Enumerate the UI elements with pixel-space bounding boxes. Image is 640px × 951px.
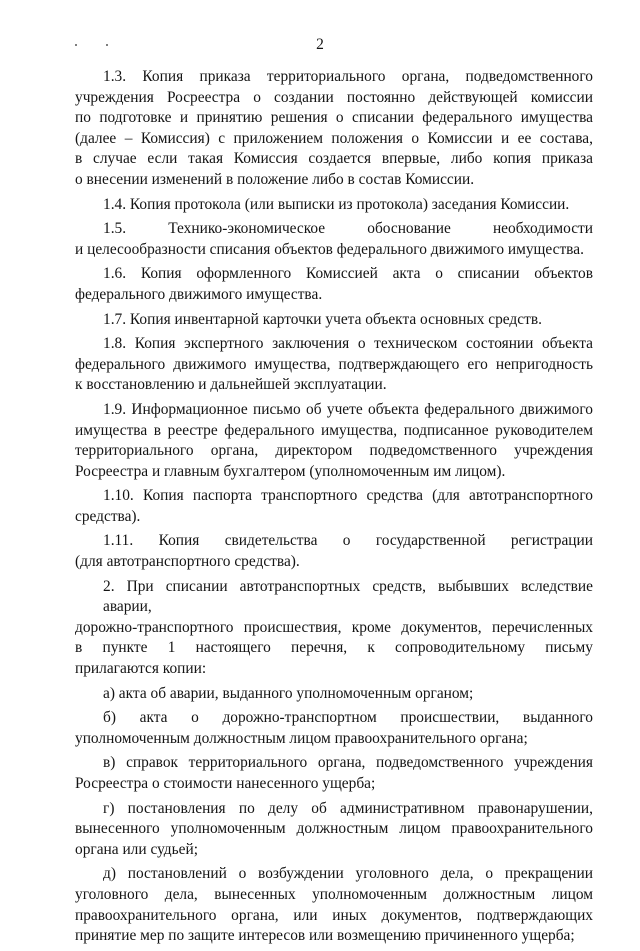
text-line: 1.7. Копия инвентарной карточки учета объекта основных средств. <box>103 310 542 328</box>
text-line: (далее – Комиссия) с приложением положения о Комиссии и ее состава, <box>75 129 593 147</box>
paragraph <box>75 864 593 946</box>
paragraph <box>75 67 593 191</box>
text-line: 1.10. Копия паспорта транспортного средства (для автотранспортного <box>103 487 593 505</box>
text-line: Росреестра о стоимости нанесенного ущерба; <box>75 775 376 792</box>
text-line: 1.8. Копия экспертного заключения о техническом состоянии объекта <box>103 335 593 353</box>
paragraph <box>75 400 593 482</box>
text-line: и целесообразности списания объектов федерального движимого имущества. <box>75 240 584 258</box>
text-line: органа или судьей; <box>75 840 198 858</box>
text-line: прилагаются копии: <box>75 660 207 678</box>
text-line: в случае если такая Комиссия создается впервые, либо копия приказа <box>75 150 593 168</box>
text-line: территориального органа, директором подведомственного учреждения <box>75 442 593 460</box>
text-line: г) постановления по делу об административном правонарушении, <box>103 799 593 817</box>
text-line: Росреестра и главным бухгалтером (уполномоченным им лицом). <box>75 462 506 480</box>
text-line: 2. При списании автотранспортных средств, выбывших вследствие аварии, <box>103 577 593 616</box>
text-line: по подготовке и принятию решения о списании федерального имущества <box>75 109 593 127</box>
text-line: федерального движимого имущества, подтверждающего его непригодность <box>75 355 593 373</box>
text-line: к восстановлению и дальнейшей эксплуатации. <box>75 376 387 394</box>
text-line: 1.3. Копия приказа территориального органа, подведомственного <box>103 68 593 85</box>
paragraph <box>75 334 593 396</box>
text-line: б) акта о дорожно-транспортном происшествии, выданного <box>103 709 593 727</box>
paragraph <box>75 486 593 527</box>
paragraph <box>75 684 593 705</box>
paragraph <box>75 195 593 216</box>
text-line: о внесении изменений в положение либо в состав Комиссии. <box>75 170 475 188</box>
text-line: 1.4. Копия протокола (или выписки из протокола) заседания Комиссии. <box>103 195 570 213</box>
text-line: учреждения Росреестра о создании постоянно действующей комиссии <box>75 88 593 106</box>
text-line: уголовного дела, вынесенных уполномоченным должностным лицом <box>75 885 593 903</box>
text-line: средства). <box>75 507 141 525</box>
text-line: принятие мер по защите интересов или возмещению причиненного ущерба; <box>75 927 575 945</box>
paragraph <box>75 577 593 680</box>
paragraph <box>75 219 593 260</box>
paragraph <box>75 310 593 331</box>
paragraph <box>75 708 593 749</box>
paragraph <box>75 264 593 305</box>
paragraph <box>75 531 593 572</box>
text-line: 1.9. Информационное письмо об учете объекта федерального движимого <box>103 400 593 418</box>
text-line: в) справок территориального органа, подведомственного учреждения <box>103 754 593 772</box>
text-line: в пункте 1 настоящего перечня, к сопроводительному письму <box>75 639 593 657</box>
text-line: 1.11. Копия свидетельства о государственной регистрации <box>103 532 593 550</box>
paragraph <box>75 753 593 794</box>
text-line: 1.6. Копия оформленного Комиссией акта о списании объектов <box>103 265 593 283</box>
text-line: д) постановлений о возбуждении уголовного дела, о прекращении <box>103 865 593 883</box>
page-number: 2 <box>316 36 324 53</box>
text-line: уполномоченным должностным лицом правоохранительного органа; <box>75 729 528 747</box>
text-line: федерального движимого имущества. <box>75 285 323 303</box>
text-line: а) акта об аварии, выданного уполномоченным органом; <box>103 684 474 702</box>
text-line: вынесенного уполномоченным должностным лицом правоохранительного <box>75 820 593 838</box>
paragraph <box>75 799 593 861</box>
text-line: правоохранительного органа, или иных документов, подтверждающих <box>75 906 593 924</box>
text-line: (для автотранспортного средства). <box>75 553 300 571</box>
text-line: имущества в реестре федерального имущества, подписанное руководителем <box>75 421 593 439</box>
text-line: 1.5. Технико-экономическое обоснование необходимости <box>103 220 593 238</box>
text-line: дорожно-транспортного происшествия, кроме документов, перечисленных <box>75 618 593 636</box>
document-body <box>75 67 593 951</box>
